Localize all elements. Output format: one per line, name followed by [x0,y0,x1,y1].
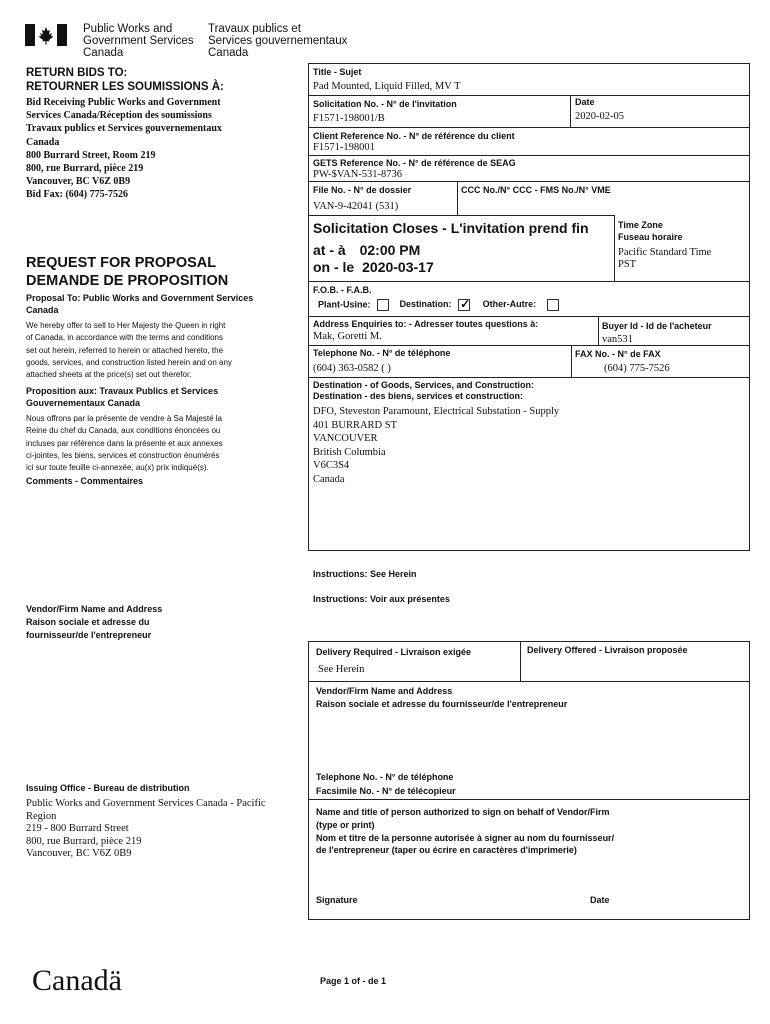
department-name-en: Public Works and Government Services Canada [83,23,194,59]
closing-date [313,259,434,275]
address-enquiries-value: Mak, Goretti M. [313,331,382,342]
telephone-label: Telephone No. - N° de téléphone [313,348,451,358]
return-bids-title: RETURN BIDS TO: RETOURNER LES SOUMISSIONS À: [26,67,224,93]
client-ref-label: Client Reference No. - N° de référence du client [313,131,515,141]
file-no-label: File No. - N° de dossier [313,185,412,195]
destination-address: DFO, Steveston Paramount, Electrical Substation - Supply 401 BURRARD ST VANCOUVER British Columbia V6C3S4 Canada [313,406,560,485]
ccc-no-label: CCC No./N° CCC - FMS No./N° VME [461,185,611,195]
solicitation-no-value: F1571-198001/B [313,113,385,124]
vendor-left-label: Vendor/Firm Name and Address Raison sociale et adresse du fournisseur/de l'entrepreneur [26,604,163,640]
fax-value: (604) 775-7526 [604,363,670,374]
address-enquiries-label: Address Enquiries to: - Adresser toutes questions à: [313,319,539,329]
closing-time [313,242,420,258]
return-bids-address: Bid Receiving Public Works and Government Services Canada/Réception des soumissions Travaux publics et Services gouvernementaux Canada 800 Burrard Street, Room 219 800, rue Burrard, pièce 219 Vancouver, BC V6Z 0B9 Bid Fax: (604) 775-7526 [26,97,222,201]
signature-label[interactable]: Signature [316,895,358,905]
client-ref-value: F1571-198001 [313,142,375,153]
date-value: 2020-02-05 [575,111,624,122]
fob-label: F.O.B. - F.A.B. [313,285,372,295]
telephone-value: (604) 363-0582 ( ) [313,363,391,374]
solicitation-no-label: Solicitation No. - N° de l'invitation [313,99,457,109]
issuing-office-address: Public Works and Government Services Canada - Pacific Region 219 - 800 Burrard Street 800, rue Burrard, pièce 219 Vancouver, BC V6Z 0B9 [26,798,266,859]
delivery-offered-label[interactable]: Delivery Offered - Livraison proposée [527,645,688,655]
instructions-fr: Instructions: Voir aux présentes [313,594,450,604]
delivery-required-value: See Herein [318,664,365,675]
buyer-id-label: Buyer Id - Id de l'acheteur [602,321,712,331]
plant-label: Plant-Usine: [318,299,371,310]
solicitation-closes-heading: Solicitation Closes - L'invitation prend fin [313,220,589,236]
on-label: on - le [313,259,355,275]
issuing-office-label: Issuing Office - Bureau de distribution [26,783,190,793]
date-label: Date [575,97,595,107]
on-value: 2020-03-17 [362,259,434,275]
canada-wordmark-logo: Canadä [32,964,122,997]
gets-ref-value: PW-$VAN-531-8736 [313,169,403,180]
authorized-person-label[interactable]: Name and title of person authorized to sign on behalf of Vendor/Firm (type or print) Nom et titre de la personne autorisée à signer au nom du fournisseur/ de l'entrepreneur (taper ou écrire en caractères d'imprimerie) [316,807,615,856]
other-checkbox[interactable] [547,299,559,311]
page-number: Page 1 of - de 1 [320,976,387,986]
timezone-value: Pacific Standard Time PST [618,247,712,270]
destination-checkbox[interactable] [458,299,470,311]
instructions-en: Instructions: See Herein [313,569,417,579]
buyer-id-value: van531 [602,334,633,345]
file-no-value: VAN-9-42041 (531) [313,201,399,212]
destination-label: Destination: [399,299,452,310]
title-label: Title - Sujet [313,67,362,77]
title-value: Pad Mounted, Liquid Filled, MV T [313,81,461,92]
other-label: Other-Autre: [482,299,537,310]
proposal-to-en: Proposal To: Public Works and Government Services Canada We hereby offer to sell to Her Majesty the Queen in right of Canada, in accordance with the terms and conditions set out herein, referred to herein or attached hereto, the goods, services, and construction listed herein and on any attached sheets at the price(s) set out therefor. [26,293,254,380]
department-name-fr: Travaux publics et Services gouvernementaux Canada [208,23,348,59]
canada-flag-icon [25,24,67,46]
delivery-required-label: Delivery Required - Livraison exigée [316,647,472,657]
vendor-phone-fax-labels[interactable]: Telephone No. - N° de téléphone Facsimile No. - N° de télécopieur [316,772,456,796]
at-label: at - à [313,242,346,258]
proposal-to-fr: Proposition aux: Travaux Publics et Services Gouvernementaux Canada Nous offrons par la présente de vendre à Sa Majesté la Reine du chef du Canada, aux conditions énoncées ou incluses par référence dans la présente et aux annexes ci-jointes, les biens, services et construction énumérés ici sur toute feuille ci-annexée, au(x) prix indiqué(s). [26,386,223,473]
fob-options [318,299,559,311]
plant-checkbox[interactable] [377,299,389,311]
checkmark-icon: ✓ [460,297,471,311]
rfp-title: REQUEST FOR PROPOSAL DEMANDE DE PROPOSITION [26,255,229,289]
destination-goods-label: Destination - of Goods, Services, and Construction: Destination - des biens, services et construction: [313,380,535,401]
comments-label: Comments - Commentaires [26,476,144,486]
timezone-label: Time Zone Fuseau horaire [618,220,683,242]
fax-label: FAX No. - N° de FAX [575,349,661,359]
vendor-name-address-label[interactable]: Vendor/Firm Name and Address Raison sociale et adresse du fournisseur/de l'entrepreneur [316,686,568,709]
signature-date-label[interactable]: Date [590,895,610,905]
at-value: 02:00 PM [359,242,421,258]
gets-ref-label: GETS Reference No. - N° de référence de SEAG [313,158,516,168]
